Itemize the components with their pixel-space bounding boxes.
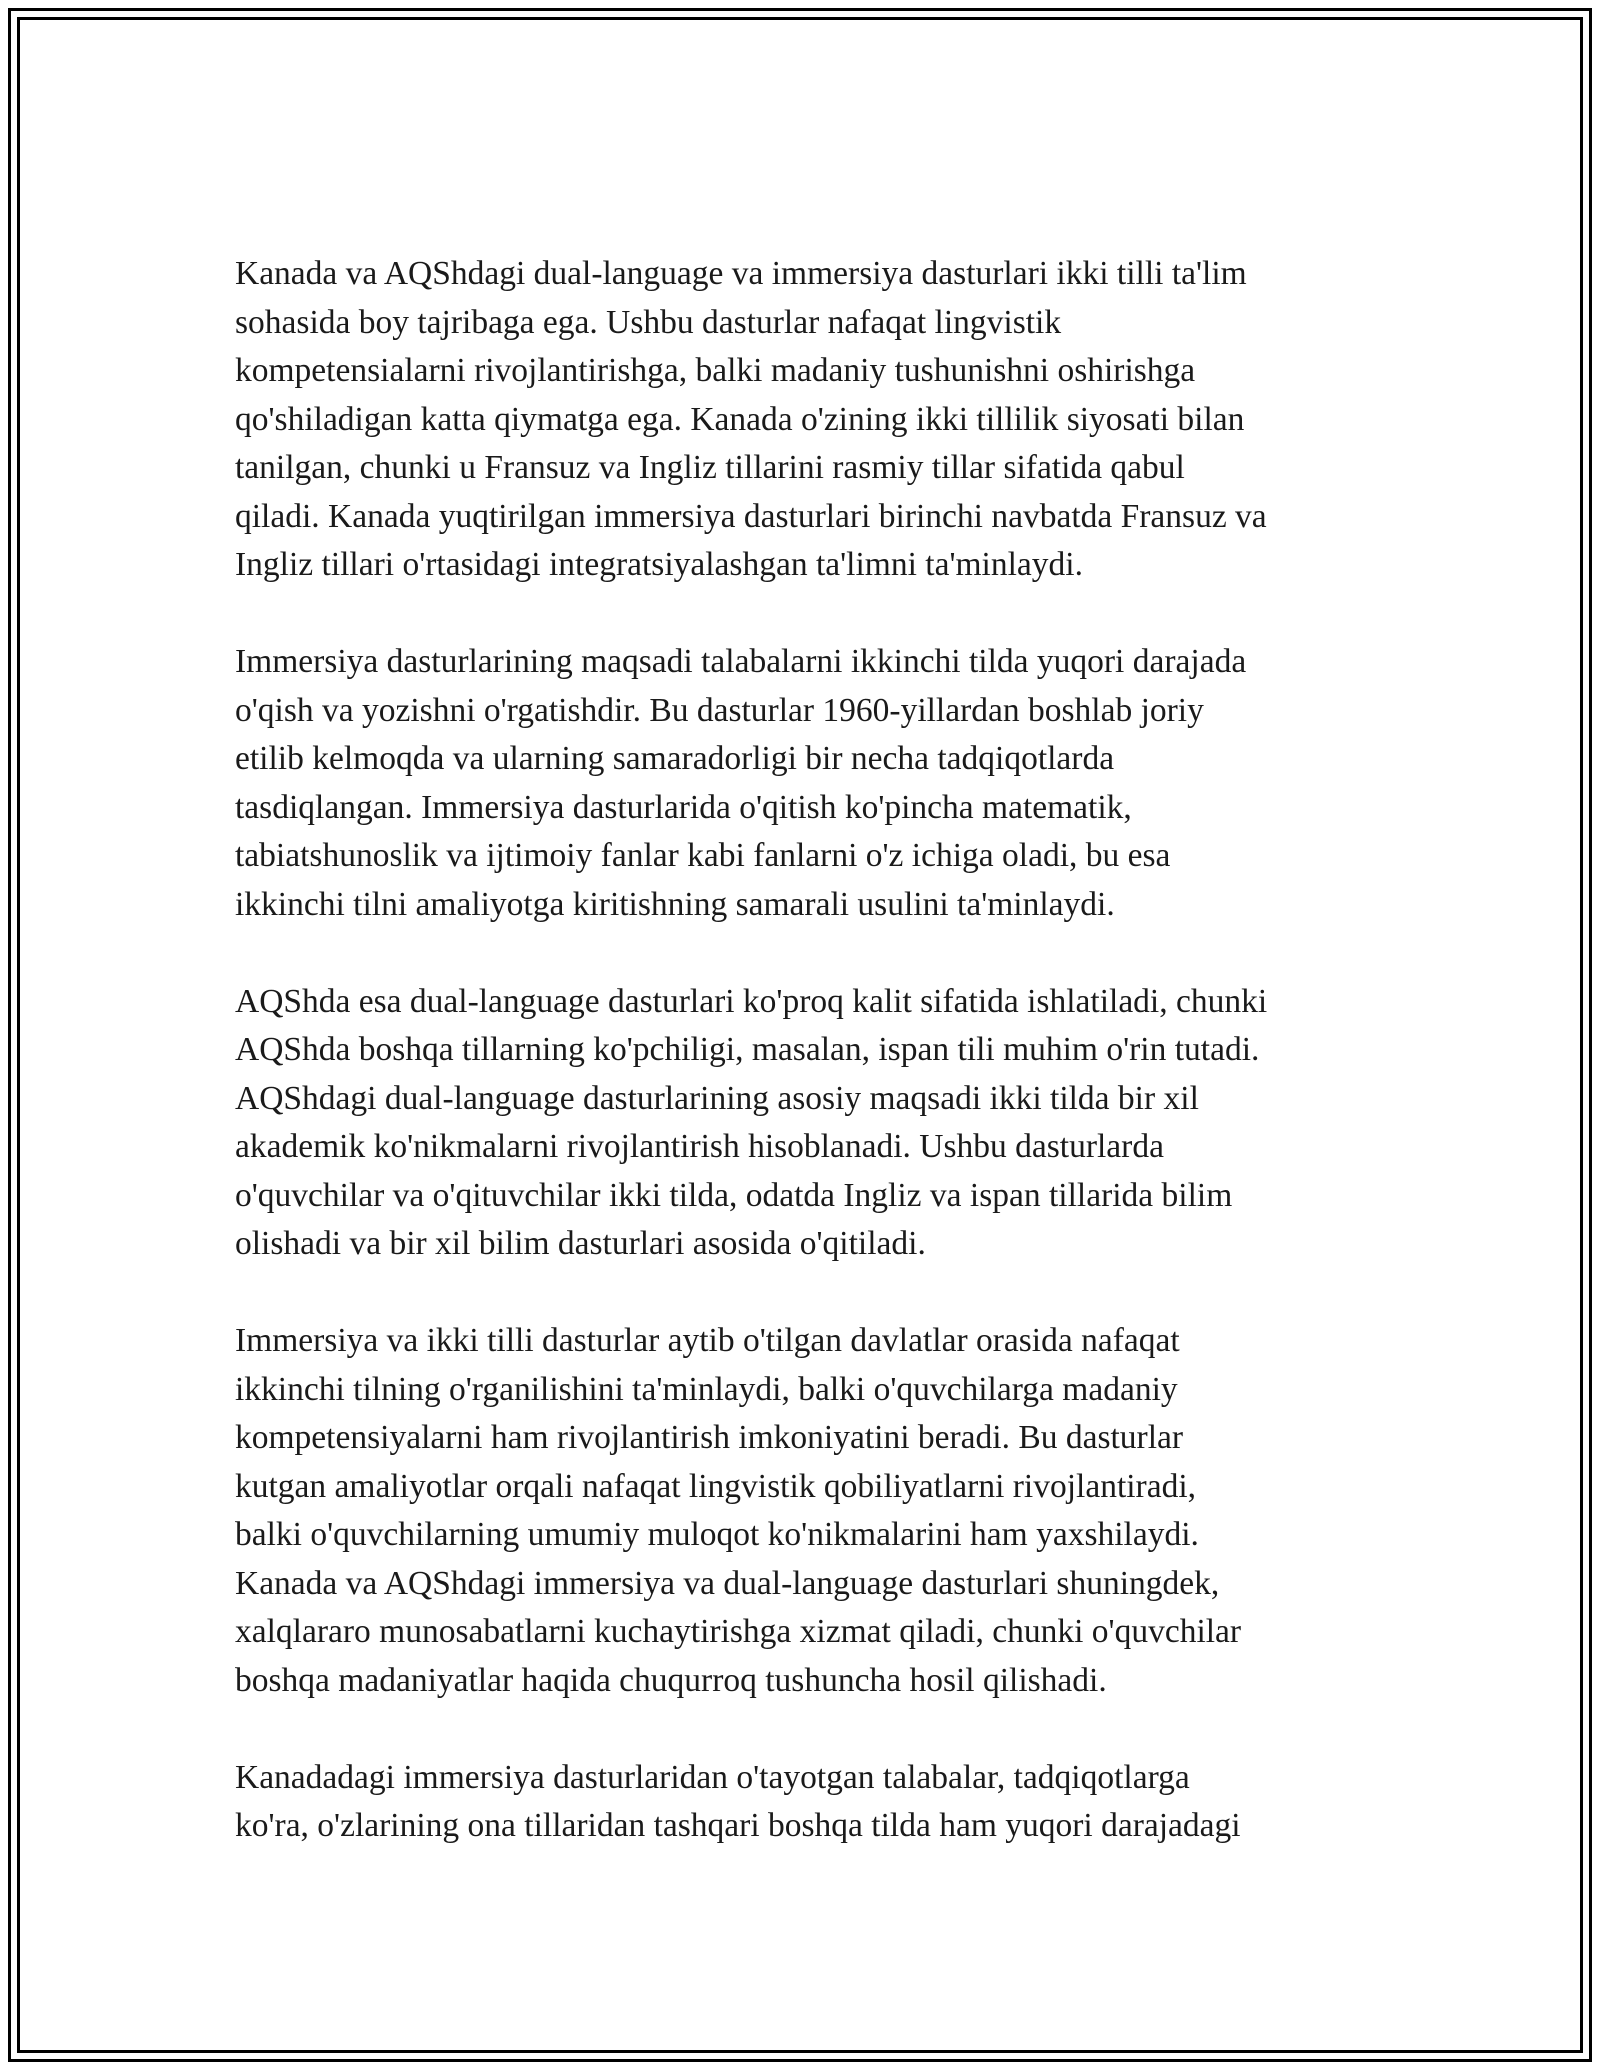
paragraph: AQShda esa dual-language dasturlari ko'proq kalit sifatida ishlatiladi, chunki AQShda boshqa tillarning ko'pchiligi, masalan, ispan tili muhim o'rin tutadi. AQShdagi dual-language dasturlarining asosiy maqsadi ikki tilda bir xil akademik ko'nikmalarni rivojlantirish hisoblanadi. Ushbu dasturlarda o'quvchilar va o'qituvchilar ikki tilda, odatda Ingliz va ispan tillarida bilim olishadi va bir xil bilim dasturlari asosida o'qitiladi. bbox=[235, 982, 1268, 1262]
paragraph: Immersiya va ikki tilli dasturlar aytib o'tilgan davlatlar orasida nafaqat ikkinchi tilning o'rganilishini ta'minlaydi, balki o'quvchilarga madaniy kompetensiyalarni ham rivojlantirish imkoniyatini beradi. Bu dasturlar kutgan amaliyotlar orqali nafaqat lingvistik qobiliyatlarni rivojlantiradi, balki o'quvchilarning umumiy muloqot ko'nikmalarini ham yaxshilaydi. Kanada va AQShdagi immersiya va dual-language dasturlari shuningdek, xalqlararo munosabatlarni kuchaytirishga xizmat qiladi, chunki o'quvchilar boshqa madaniyatlar haqida chuqurroq tushuncha hosil qilishadi. bbox=[235, 1322, 1242, 1699]
paragraph: Kanadadagi immersiya dasturlaridan o'tayotgan talabalar, tadqiqotlarga ko'ra, o'zlarining ona tillaridan tashqari boshqa tilda ham yuqori darajadagi bbox=[235, 1758, 1241, 1844]
paragraph: Immersiya dasturlarining maqsadi talabalarni ikkinchi tilda yuqori darajada o'qish va yozishni o'rgatishdir. Bu dasturlar 1960-yillardan boshlab joriy etilib kelmoqda va ularning samaradorligi bir necha tadqiqotlarda tasdiqlangan. Immersiya dasturlarida o'qitish ko'pincha matematik, tabiatshunoslik va ijtimoiy fanlar kabi fanlarni o'z ichiga oladi, bu esa ikkinchi tilni amaliyotga kiritishning samarali usulini ta'minlaydi. bbox=[235, 643, 1247, 923]
paragraph: Kanada va AQShdagi dual-language va immersiya dasturlari ikki tilli ta'lim sohasida boy tajribaga ega. Ushbu dasturlar nafaqat lingvistik kompetensialarni rivojlantirishga, balki madaniy tushunishni oshirishga qo'shiladigan katta qiymatga ega. Kanada o'zining ikki tillilik siyosati bilan tanilgan, chunki u Fransuz va Ingliz tillarini rasmiy tillar sifatida qabul qiladi. Kanada yuqtirilgan immersiya dasturlari birinchi navbatda Fransuz va Ingliz tillari o'rtasidagi integratsiyalashgan ta'limni ta'minlaydi. bbox=[235, 255, 1267, 583]
document-body bbox=[235, 250, 1375, 1851]
